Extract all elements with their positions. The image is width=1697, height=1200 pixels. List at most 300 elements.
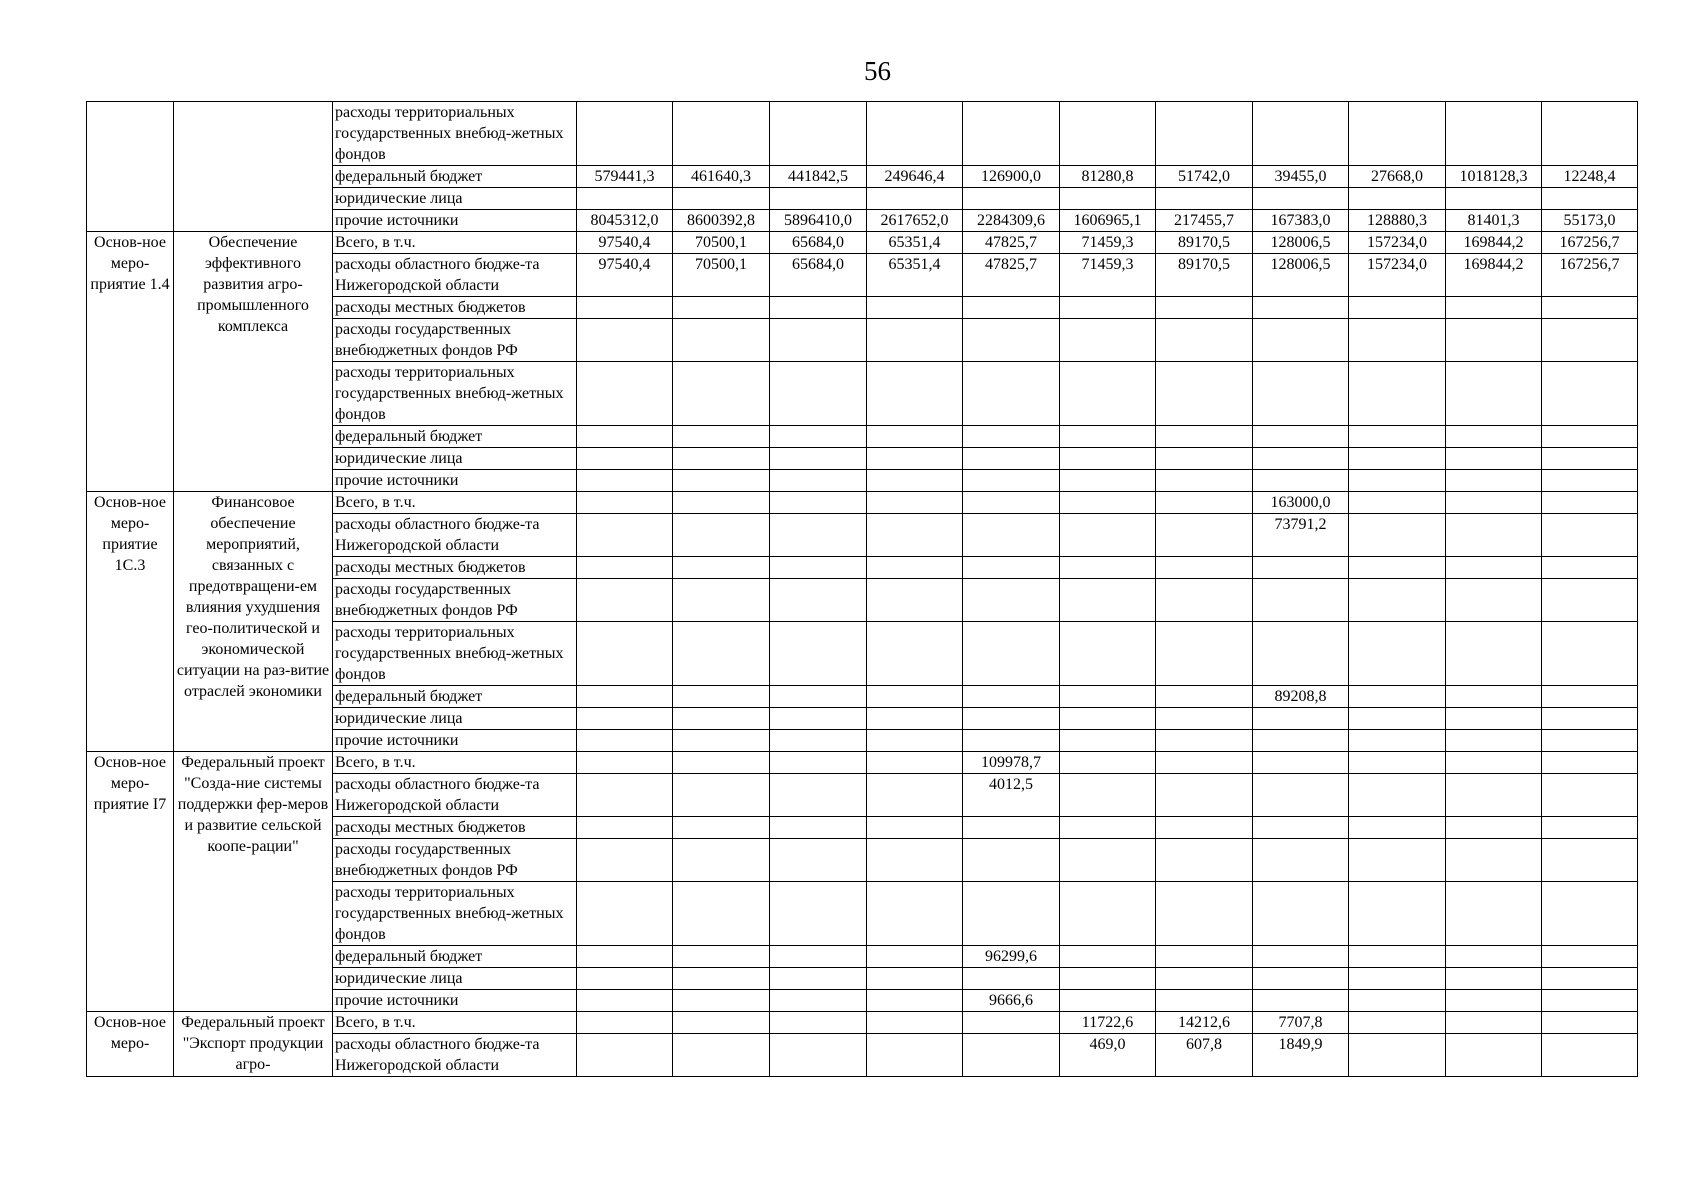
- value-cell: [1349, 319, 1446, 362]
- value-text: 109978,7: [981, 754, 1041, 771]
- value-cell: [1349, 1034, 1446, 1077]
- value-cell: [1542, 686, 1638, 708]
- value-cell: [867, 470, 963, 492]
- value-cell: [577, 297, 673, 319]
- value-cell: [1446, 774, 1542, 817]
- value-cell: [1542, 470, 1638, 492]
- value-cell: [1446, 188, 1542, 210]
- value-cell: [1060, 968, 1156, 990]
- value-cell: [1253, 968, 1349, 990]
- value-cell: [1060, 362, 1156, 426]
- value-cell: [1156, 232, 1253, 254]
- value-cell: [963, 319, 1060, 362]
- value-text: 167383,0: [1270, 212, 1331, 229]
- value-text: 4012,5: [989, 776, 1033, 793]
- value-cell: [867, 774, 963, 817]
- value-cell: [673, 297, 770, 319]
- funding-source: прочие источники: [333, 990, 577, 1012]
- value-text: 167256,7: [1559, 234, 1620, 251]
- value-cell: [963, 514, 1060, 557]
- value-cell: [1446, 1034, 1542, 1077]
- value-cell: [770, 946, 867, 968]
- value-cell: [1156, 990, 1253, 1012]
- value-text: 169844,2: [1463, 234, 1524, 251]
- value-cell: [963, 839, 1060, 882]
- value-cell: [1253, 774, 1349, 817]
- funding-source: Всего, в т.ч.: [333, 232, 577, 254]
- value-cell: [1349, 232, 1446, 254]
- value-cell: [867, 210, 963, 232]
- value-cell: [1253, 448, 1349, 470]
- value-cell: [1156, 730, 1253, 752]
- value-cell: [577, 1034, 673, 1077]
- value-cell: [770, 1012, 867, 1034]
- value-cell: [1542, 839, 1638, 882]
- value-cell: [1349, 102, 1446, 166]
- value-cell: [1253, 254, 1349, 297]
- value-cell: [963, 254, 1060, 297]
- value-cell: [1253, 319, 1349, 362]
- value-cell: [770, 166, 867, 188]
- value-text: 8600392,8: [687, 212, 755, 229]
- value-cell: [867, 817, 963, 839]
- table-row: [87, 232, 1638, 254]
- value-cell: [770, 839, 867, 882]
- value-text: 47825,7: [985, 256, 1037, 273]
- table-body: [87, 102, 1638, 1077]
- value-cell: [963, 882, 1060, 946]
- value-cell: [673, 188, 770, 210]
- value-text: 9666,6: [989, 992, 1033, 1009]
- funding-source: Всего, в т.ч.: [333, 752, 577, 774]
- activity-name: Финансовое обеспечение мероприятий, связанных с предотвращени-ем влияния ухудшения гео-политической и экономической ситуации на раз-витие отраслей экономики: [174, 492, 333, 752]
- value-cell: [770, 1034, 867, 1077]
- value-cell: [577, 622, 673, 686]
- value-cell: [1349, 752, 1446, 774]
- value-cell: [1349, 839, 1446, 882]
- value-cell: [673, 210, 770, 232]
- value-cell: [1542, 990, 1638, 1012]
- value-cell: [1253, 1012, 1349, 1034]
- value-cell: [673, 882, 770, 946]
- value-cell: [963, 210, 1060, 232]
- value-text: 70500,1: [695, 234, 747, 251]
- value-text: 65684,0: [792, 256, 844, 273]
- value-cell: [577, 210, 673, 232]
- value-cell: [1060, 166, 1156, 188]
- value-cell: [1156, 188, 1253, 210]
- value-text: 157234,0: [1367, 256, 1427, 273]
- funding-source: прочие источники: [333, 210, 577, 232]
- value-cell: [1542, 297, 1638, 319]
- value-text: 163000,0: [1270, 494, 1331, 511]
- value-cell: [770, 492, 867, 514]
- value-cell: [1349, 514, 1446, 557]
- value-cell: [770, 774, 867, 817]
- value-cell: [673, 166, 770, 188]
- value-cell: [577, 188, 673, 210]
- value-cell: [1060, 752, 1156, 774]
- value-cell: [963, 557, 1060, 579]
- value-cell: [1253, 579, 1349, 622]
- value-cell: [963, 708, 1060, 730]
- value-text: 12248,4: [1563, 168, 1616, 185]
- value-cell: [1542, 319, 1638, 362]
- value-cell: [770, 297, 867, 319]
- value-cell: [770, 232, 867, 254]
- value-cell: [867, 579, 963, 622]
- value-cell: [1349, 579, 1446, 622]
- value-cell: [963, 166, 1060, 188]
- value-cell: [673, 579, 770, 622]
- value-cell: [963, 448, 1060, 470]
- value-cell: [1253, 990, 1349, 1012]
- value-text: 579441,3: [594, 168, 655, 185]
- value-text: 97540,4: [598, 234, 651, 251]
- value-cell: [867, 968, 963, 990]
- value-cell: [1542, 730, 1638, 752]
- value-text: 441842,5: [788, 168, 848, 185]
- value-cell: [1156, 1034, 1253, 1077]
- value-cell: [1446, 946, 1542, 968]
- value-cell: [1446, 426, 1542, 448]
- value-text: 51742,0: [1178, 168, 1230, 185]
- value-cell: [1349, 448, 1446, 470]
- value-cell: [577, 946, 673, 968]
- funding-source: расходы государственных внебюджетных фондов РФ: [333, 319, 577, 362]
- value-cell: [1349, 254, 1446, 297]
- value-cell: [1060, 254, 1156, 297]
- value-cell: [1446, 297, 1542, 319]
- value-cell: [1156, 686, 1253, 708]
- value-cell: [1349, 166, 1446, 188]
- value-text: 65351,4: [888, 256, 941, 273]
- funding-source: расходы территориальных государственных внебюд-жетных фондов: [333, 362, 577, 426]
- value-cell: [1542, 946, 1638, 968]
- activity-code: Основ-ное меро-приятие 1С.3: [87, 492, 174, 752]
- value-cell: [577, 882, 673, 946]
- value-cell: [1349, 426, 1446, 448]
- value-cell: [1542, 188, 1638, 210]
- value-cell: [770, 557, 867, 579]
- value-cell: [770, 622, 867, 686]
- value-text: 55173,0: [1563, 212, 1616, 229]
- value-cell: [1156, 470, 1253, 492]
- value-cell: [1060, 448, 1156, 470]
- value-cell: [1060, 946, 1156, 968]
- value-cell: [1542, 557, 1638, 579]
- value-cell: [1446, 514, 1542, 557]
- value-cell: [1446, 210, 1542, 232]
- value-cell: [1349, 297, 1446, 319]
- value-cell: [577, 319, 673, 362]
- value-cell: [1446, 990, 1542, 1012]
- activity-code: Основ-ное меро-: [87, 1012, 174, 1077]
- value-cell: [1349, 882, 1446, 946]
- value-cell: [577, 166, 673, 188]
- value-cell: [1156, 319, 1253, 362]
- value-cell: [770, 730, 867, 752]
- value-cell: [1542, 448, 1638, 470]
- value-cell: [867, 752, 963, 774]
- value-cell: [1542, 774, 1638, 817]
- value-text: 70500,1: [695, 256, 747, 273]
- value-cell: [963, 1012, 1060, 1034]
- value-cell: [867, 946, 963, 968]
- value-cell: [1156, 774, 1253, 817]
- value-cell: [770, 470, 867, 492]
- value-cell: [673, 968, 770, 990]
- value-cell: [673, 708, 770, 730]
- value-cell: [1156, 297, 1253, 319]
- value-cell: [963, 492, 1060, 514]
- value-text: 5896410,0: [784, 212, 852, 229]
- value-cell: [963, 946, 1060, 968]
- value-text: 81280,8: [1081, 168, 1134, 185]
- value-cell: [1446, 730, 1542, 752]
- value-text: 97540,4: [598, 256, 651, 273]
- value-cell: [1349, 968, 1446, 990]
- value-cell: [673, 492, 770, 514]
- funding-source: юридические лица: [333, 708, 577, 730]
- value-cell: [1253, 1034, 1349, 1077]
- value-text: 126900,0: [981, 168, 1041, 185]
- value-text: 217455,7: [1174, 212, 1234, 229]
- value-cell: [963, 102, 1060, 166]
- funding-source: расходы областного бюдже-та Нижегородской области: [333, 774, 577, 817]
- value-cell: [577, 362, 673, 426]
- value-cell: [1060, 990, 1156, 1012]
- value-cell: [1253, 210, 1349, 232]
- funding-source: прочие источники: [333, 730, 577, 752]
- value-cell: [1060, 188, 1156, 210]
- value-cell: [1446, 492, 1542, 514]
- value-cell: [1446, 968, 1542, 990]
- value-cell: [1156, 708, 1253, 730]
- value-cell: [577, 817, 673, 839]
- value-cell: [673, 470, 770, 492]
- value-cell: [867, 448, 963, 470]
- value-cell: [1349, 686, 1446, 708]
- value-cell: [1060, 817, 1156, 839]
- value-cell: [1349, 557, 1446, 579]
- value-cell: [1253, 946, 1349, 968]
- value-cell: [1156, 882, 1253, 946]
- value-text: 7707,8: [1278, 1014, 1323, 1031]
- value-cell: [1349, 730, 1446, 752]
- value-cell: [673, 448, 770, 470]
- value-cell: [770, 514, 867, 557]
- value-cell: [577, 557, 673, 579]
- value-cell: [1349, 708, 1446, 730]
- value-cell: [1349, 990, 1446, 1012]
- value-cell: [1446, 622, 1542, 686]
- value-cell: [1349, 362, 1446, 426]
- value-cell: [1253, 492, 1349, 514]
- value-cell: [1060, 839, 1156, 882]
- value-cell: [1542, 817, 1638, 839]
- value-text: 89170,5: [1178, 256, 1230, 273]
- value-text: 14212,6: [1178, 1014, 1230, 1031]
- value-cell: [1156, 817, 1253, 839]
- value-cell: [770, 817, 867, 839]
- value-cell: [1446, 752, 1542, 774]
- value-cell: [1156, 492, 1253, 514]
- value-cell: [1060, 297, 1156, 319]
- value-cell: [1542, 579, 1638, 622]
- value-cell: [963, 817, 1060, 839]
- value-cell: [867, 514, 963, 557]
- funding-source: расходы местных бюджетов: [333, 297, 577, 319]
- value-cell: [1156, 622, 1253, 686]
- funding-source: расходы государственных внебюджетных фондов РФ: [333, 839, 577, 882]
- value-cell: [770, 362, 867, 426]
- value-cell: [673, 1012, 770, 1034]
- value-cell: [577, 579, 673, 622]
- value-cell: [1156, 362, 1253, 426]
- value-text: 96299,6: [985, 948, 1037, 965]
- value-text: 47825,7: [985, 234, 1037, 251]
- value-cell: [1253, 730, 1349, 752]
- value-cell: [1349, 210, 1446, 232]
- value-cell: [867, 188, 963, 210]
- funding-source: федеральный бюджет: [333, 686, 577, 708]
- value-cell: [1156, 946, 1253, 968]
- value-cell: [1446, 166, 1542, 188]
- value-cell: [867, 102, 963, 166]
- value-text: 71459,3: [1081, 234, 1134, 251]
- value-cell: [867, 426, 963, 448]
- value-cell: [770, 708, 867, 730]
- value-cell: [577, 254, 673, 297]
- value-cell: [1156, 968, 1253, 990]
- value-cell: [1446, 882, 1542, 946]
- funding-source: расходы территориальных государственных внебюд-жетных фондов: [333, 882, 577, 946]
- value-cell: [963, 362, 1060, 426]
- value-cell: [1542, 1034, 1638, 1077]
- value-cell: [963, 730, 1060, 752]
- value-cell: [577, 686, 673, 708]
- value-cell: [963, 297, 1060, 319]
- value-cell: [1156, 557, 1253, 579]
- value-cell: [1253, 514, 1349, 557]
- value-text: 11722,6: [1081, 1014, 1134, 1031]
- value-cell: [1060, 232, 1156, 254]
- value-text: 73791,2: [1274, 516, 1327, 533]
- funding-source: расходы областного бюдже-та Нижегородской области: [333, 1034, 577, 1077]
- value-cell: [770, 579, 867, 622]
- value-cell: [1156, 210, 1253, 232]
- value-cell: [1349, 1012, 1446, 1034]
- value-cell: [1446, 319, 1542, 362]
- value-cell: [673, 752, 770, 774]
- value-text: 128006,5: [1270, 256, 1331, 273]
- value-cell: [577, 232, 673, 254]
- value-cell: [1156, 254, 1253, 297]
- funding-source: федеральный бюджет: [333, 946, 577, 968]
- value-cell: [1253, 839, 1349, 882]
- value-text: 89208,8: [1274, 688, 1327, 705]
- activity-code: Основ-ное меро-приятие I7: [87, 752, 174, 1012]
- activity-name: Федеральный проект "Созда-ние системы поддержки фер-меров и развитие сельской коопе-рации": [174, 752, 333, 1012]
- value-cell: [1542, 166, 1638, 188]
- value-cell: [1446, 839, 1542, 882]
- value-cell: [673, 426, 770, 448]
- value-cell: [1542, 622, 1638, 686]
- value-text: 1606965,1: [1073, 212, 1142, 229]
- value-text: 71459,3: [1081, 256, 1134, 273]
- table-row: [87, 492, 1638, 514]
- value-cell: [1542, 492, 1638, 514]
- value-cell: [1060, 557, 1156, 579]
- value-cell: [1253, 166, 1349, 188]
- value-cell: [1446, 470, 1542, 492]
- value-cell: [1542, 514, 1638, 557]
- value-cell: [963, 470, 1060, 492]
- value-cell: [1446, 362, 1542, 426]
- value-cell: [1446, 102, 1542, 166]
- value-cell: [1060, 622, 1156, 686]
- value-cell: [577, 470, 673, 492]
- value-cell: [1542, 254, 1638, 297]
- value-cell: [867, 990, 963, 1012]
- value-cell: [963, 232, 1060, 254]
- funding-source: расходы областного бюдже-та Нижегородской области: [333, 514, 577, 557]
- value-cell: [1060, 774, 1156, 817]
- value-text: 469,0: [1089, 1036, 1126, 1053]
- value-cell: [867, 166, 963, 188]
- value-cell: [1060, 686, 1156, 708]
- value-cell: [1446, 254, 1542, 297]
- value-cell: [1349, 622, 1446, 686]
- value-cell: [673, 774, 770, 817]
- value-cell: [770, 426, 867, 448]
- value-cell: [1060, 102, 1156, 166]
- value-cell: [1542, 362, 1638, 426]
- value-cell: [1060, 470, 1156, 492]
- value-cell: [963, 968, 1060, 990]
- value-cell: [1542, 102, 1638, 166]
- funding-source: расходы государственных внебюджетных фондов РФ: [333, 579, 577, 622]
- value-cell: [1060, 492, 1156, 514]
- value-cell: [963, 426, 1060, 448]
- value-cell: [867, 362, 963, 426]
- funding-source: расходы местных бюджетов: [333, 557, 577, 579]
- activity-name: Обеспечение эффективного развития агро-промышленного комплекса: [174, 232, 333, 492]
- value-cell: [867, 319, 963, 362]
- value-cell: [867, 730, 963, 752]
- value-cell: [1156, 752, 1253, 774]
- value-cell: [1542, 426, 1638, 448]
- value-cell: [1253, 622, 1349, 686]
- table-row: [87, 102, 1638, 166]
- value-cell: [1060, 730, 1156, 752]
- value-cell: [673, 686, 770, 708]
- value-cell: [1253, 882, 1349, 946]
- value-cell: [963, 188, 1060, 210]
- value-cell: [770, 254, 867, 297]
- funding-source: расходы территориальных государственных внебюд-жетных фондов: [333, 622, 577, 686]
- value-cell: [770, 752, 867, 774]
- value-cell: [1446, 579, 1542, 622]
- value-cell: [1542, 708, 1638, 730]
- value-cell: [673, 319, 770, 362]
- value-cell: [1253, 297, 1349, 319]
- activity-name: Федеральный проект "Экспорт продукции агро-: [174, 1012, 333, 1077]
- funding-source: расходы местных бюджетов: [333, 817, 577, 839]
- value-cell: [673, 730, 770, 752]
- value-cell: [963, 774, 1060, 817]
